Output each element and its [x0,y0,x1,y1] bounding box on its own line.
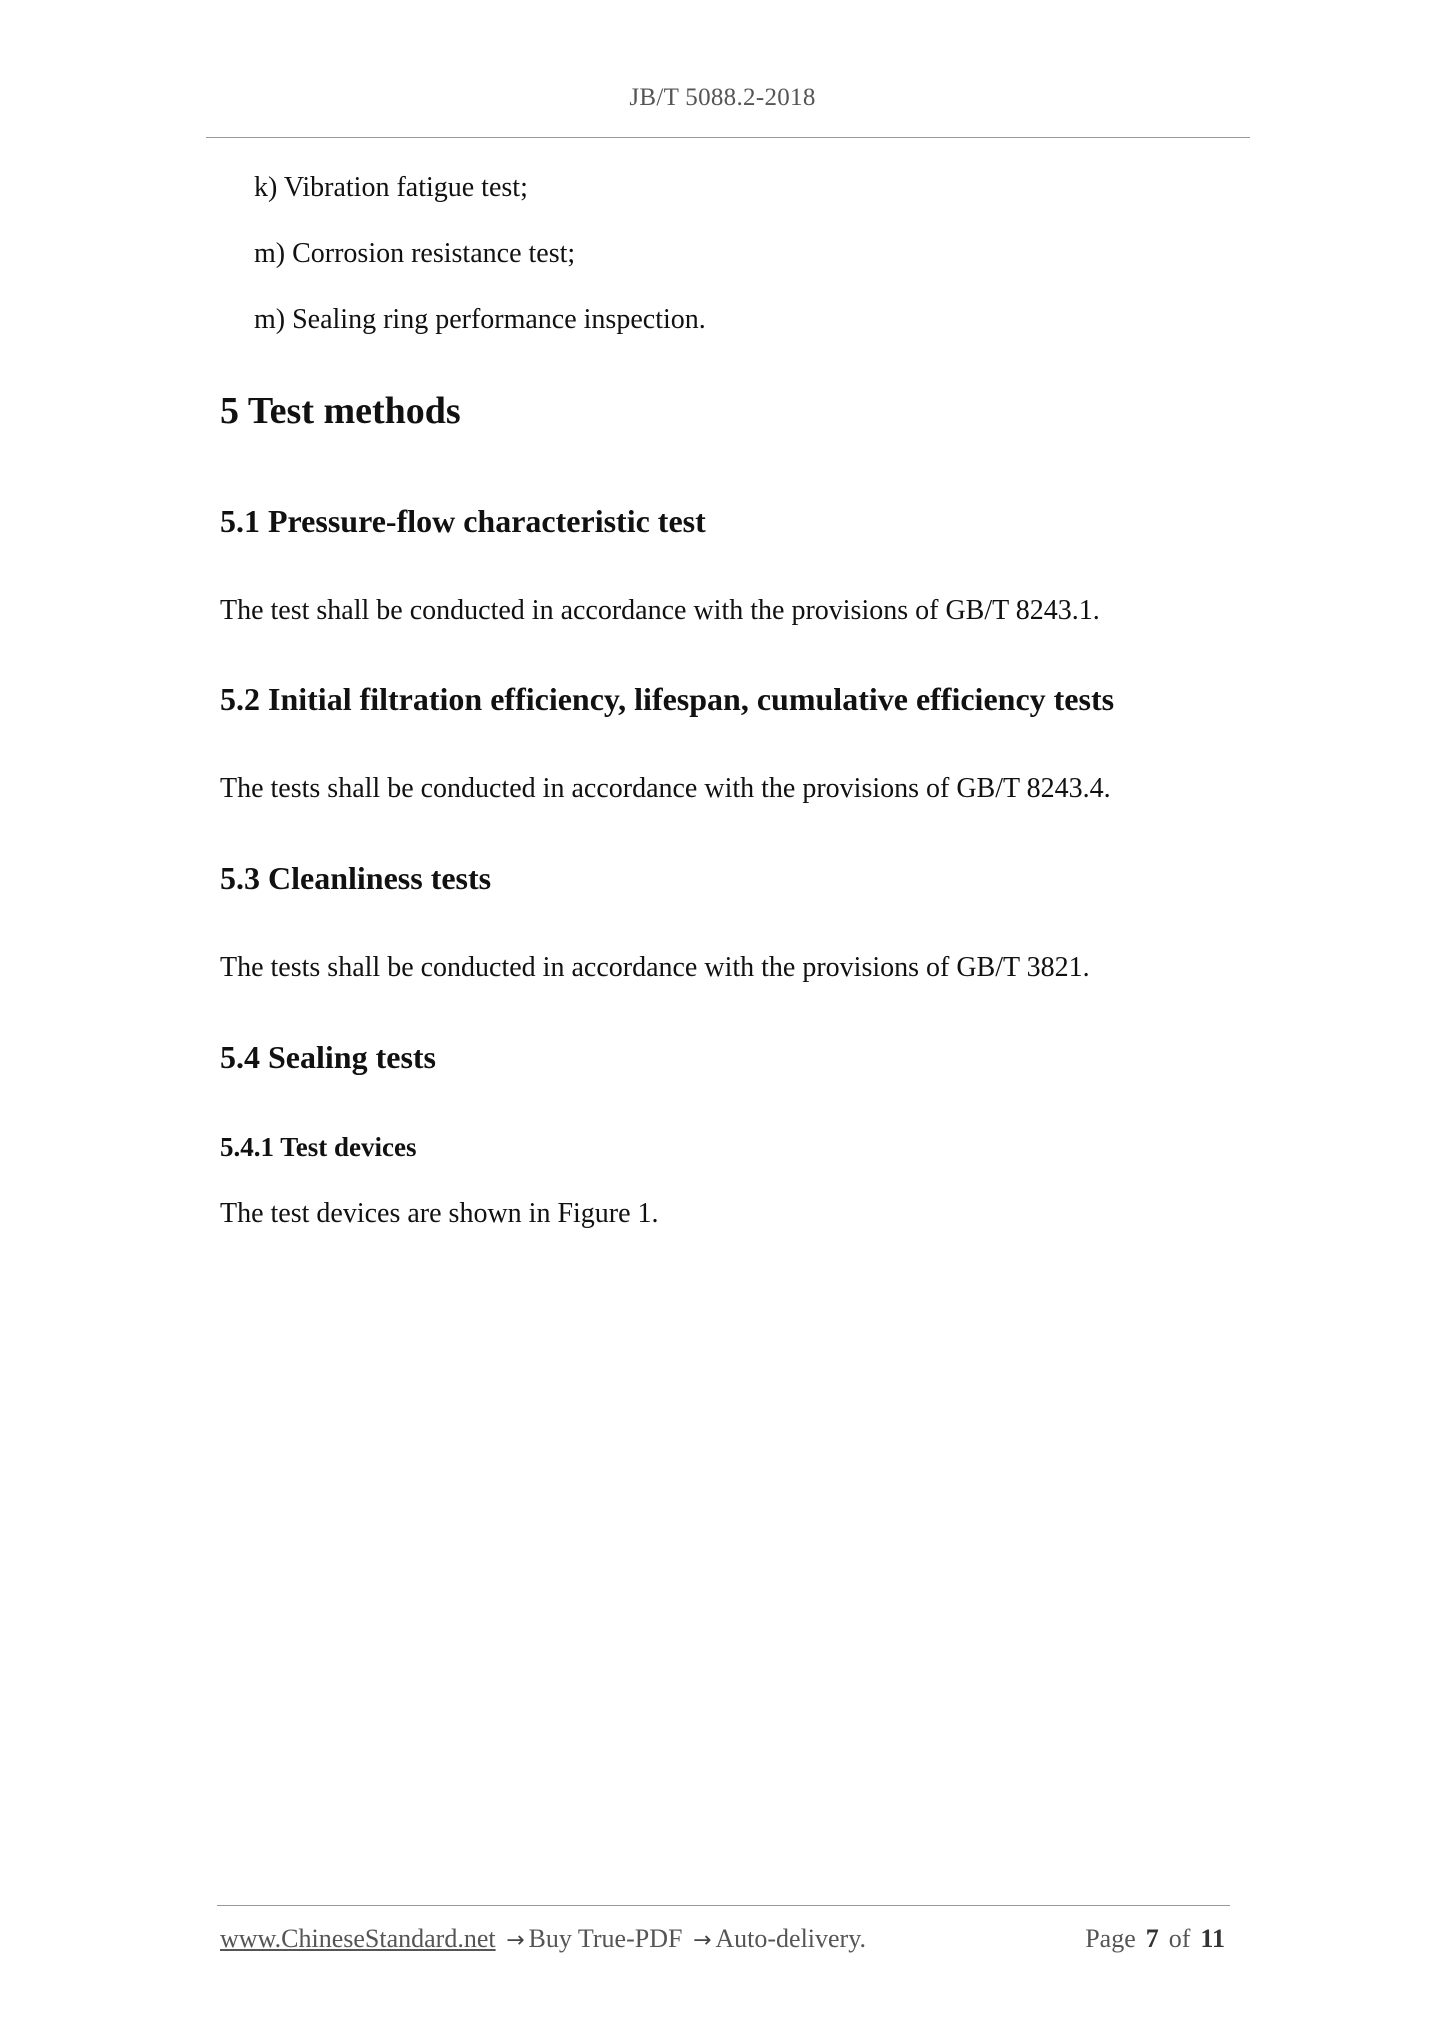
footer-promo [220,1924,866,1954]
buy-true-pdf-text: Buy True-PDF [528,1924,683,1953]
header-divider [206,137,1250,138]
total-pages-number: 11 [1200,1924,1225,1953]
section-5-4-1-heading: 5.4.1 Test devices [220,1132,417,1162]
current-page-number: 7 [1145,1924,1159,1953]
list-item-sealing-ring: m) Sealing ring performance inspection. [254,304,706,335]
list-item-vibration-fatigue: k) Vibration fatigue test; [254,172,528,203]
section-5-2-paragraph: The tests shall be conducted in accordance with the provisions of GB/T 8243.4. [220,773,1111,804]
section-5-1-heading: 5.1 Pressure-flow characteristic test [220,503,706,539]
auto-delivery-text: Auto-delivery. [715,1924,867,1953]
section-5-3-paragraph: The tests shall be conducted in accordance with the provisions of GB/T 3821. [220,952,1090,983]
document-id-header: JB/T 5088.2-2018 [629,84,816,111]
section-5-1-paragraph: The test shall be conducted in accordance with the provisions of GB/T 8243.1. [220,595,1100,626]
page-indicator [1085,1924,1225,1954]
of-label: of [1168,1924,1191,1953]
section-5-4-1-paragraph: The test devices are shown in Figure 1. [220,1198,659,1229]
website-link[interactable]: www.ChineseStandard.net [220,1924,496,1953]
arrow-right-icon: → [692,1928,712,1953]
page-label: Page [1085,1924,1136,1953]
section-5-heading: 5 Test methods [220,390,461,432]
footer-divider [217,1905,1230,1906]
list-item-corrosion-resistance: m) Corrosion resistance test; [254,238,576,269]
section-5-2-heading: 5.2 Initial filtration efficiency, lifespan, cumulative efficiency tests [220,681,1115,717]
arrow-right-icon: → [506,1928,525,1953]
section-5-3-heading: 5.3 Cleanliness tests [220,860,492,896]
section-5-4-heading: 5.4 Sealing tests [220,1039,436,1075]
